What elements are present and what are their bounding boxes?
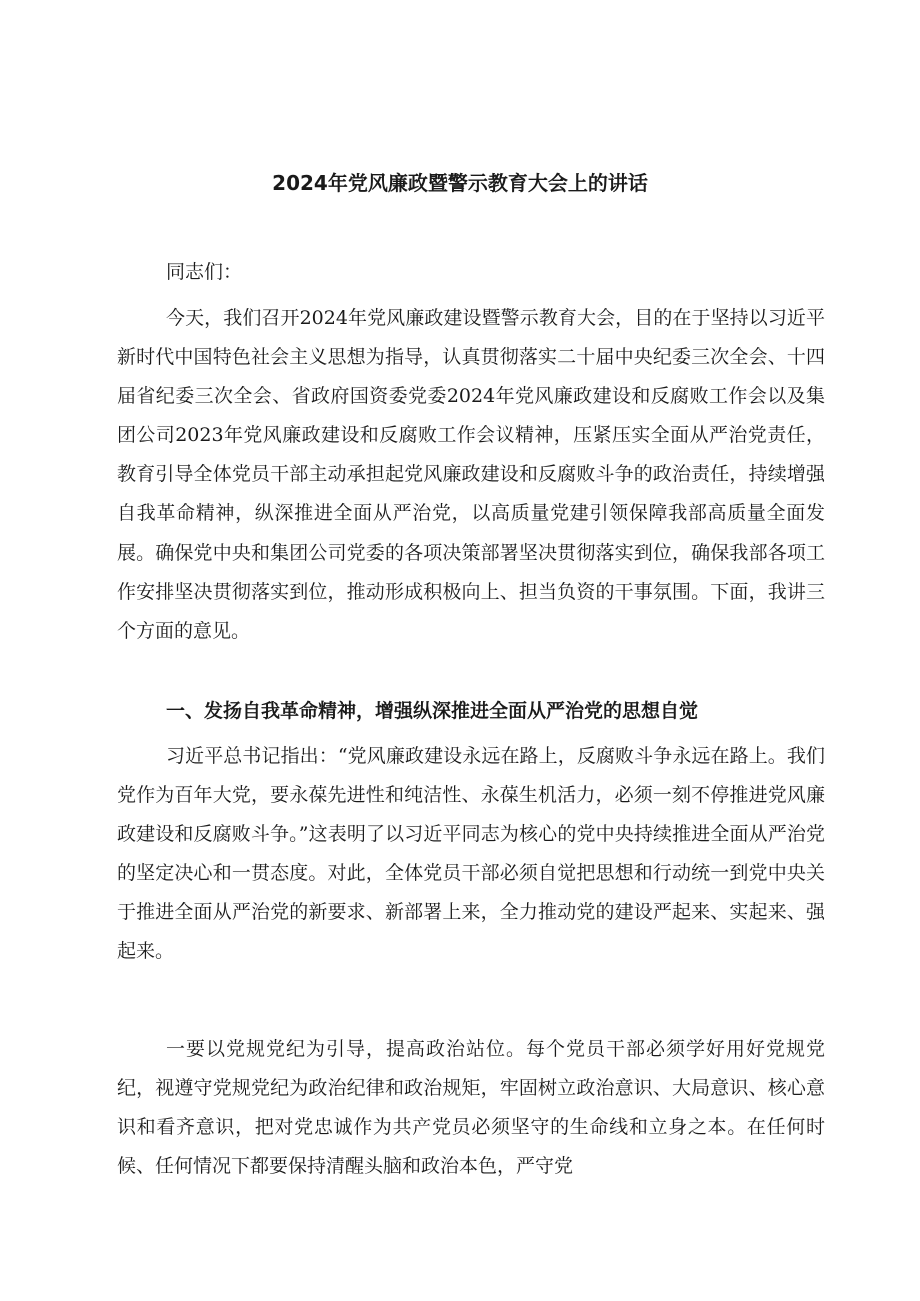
document-title: 2024年党风廉政暨警示教育大会上的讲话: [272, 171, 648, 195]
paragraph-point-1: 一要以党规党纪为引导，提高政治站位。每个党员干部必须学好用好党规党纪，视遵守党规党纪为政治纪律和政治规矩，牢固树立政治意识、大局意识、核心意识和看齐意识，把对党忠诚作为共产党员必须坚守的生命线和立身之本。在任何时候、任何情况下都要保持清醒头脑和政治本色，严守党: [117, 1038, 825, 1178]
section-heading-1: 一、发扬自我革命精神，增强纵深推进全面从严治党的思想自觉: [166, 700, 699, 722]
paragraph-intro: 今天，我们召开2024年党风廉政建设暨警示教育大会，目的在于坚持以习近平新时代中国特色社会主义思想为指导，认真贯彻落实二十届中央纪委三次全会、十四届省纪委三次全会、省政府国资委党委2024年党风廉政建设和反腐败工作会以及集团公司2023年党风廉政建设和反腐败工作会议精神，压紧压实全面从严治党责任，教育引导全体党员干部主动承担起党风廉政建设和反腐败斗争的政治责任，持续增强自我革命精神，纵深推进全面从严治党，以高质量党建引领保障我部高质量全面发展。确保党中央和集团公司党委的各项决策部署坚决贯彻落实到位，确保我部各项工作安排坚决贯彻落实到位，推动形成积极向上、担当负资的干事氛围。下面，我讲三个方面的意见。: [117, 307, 825, 642]
salutation: 同志们：: [166, 261, 243, 283]
paragraph-section-1: 习近平总书记指出：“党风廉政建设永远在路上，反腐败斗争永远在路上。我们党作为百年大党，要永葆先进性和纯洁性、永葆生机活力，必须一刻不停推进党风廉政建设和反腐败斗争。”这表明了以习近平同志为核心的党中央持续推进全面从严治党的坚定决心和一贯态度。对此，全体党员干部必须自觉把思想和行动统一到党中央关于推进全面从严治党的新要求、新部署上来，全力推动党的建设严起来、实起来、强起来。: [117, 745, 825, 963]
